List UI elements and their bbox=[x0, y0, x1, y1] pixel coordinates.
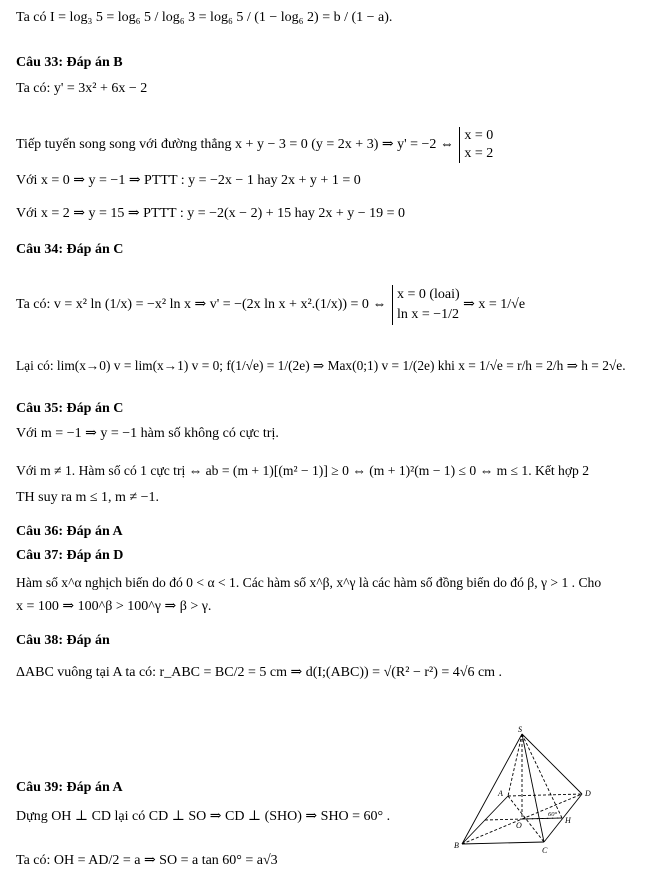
edge-SD bbox=[522, 734, 582, 794]
label-C: C bbox=[542, 846, 548, 855]
line-35-2: Với m ≠ 1. Hàm số có 1 cực trị ⇔ ab = (m + 1)[(m² − 1)] ≥ 0 ⇔ (m + 1)²(m − 1) ≤ 0 ⇔ m ≤ 1. Kết hợp 2 bbox=[16, 463, 590, 478]
line-37-2: x = 100 ⇒ 100^β > 100^γ ⇒ β > γ. bbox=[16, 599, 212, 614]
line-37-1: Hàm số x^α nghịch biến do đó 0 < α < 1. Các hàm số x^β, x^γ là các hàm số đồng biến do đó β, γ > 1 . Cho bbox=[16, 575, 602, 590]
system-bracket bbox=[392, 285, 460, 325]
system-line: x = 0 (loai) bbox=[396, 287, 460, 302]
edge-AD bbox=[508, 794, 582, 796]
system-bracket bbox=[459, 127, 493, 163]
heading-cau-37: Câu 37: Đáp án D bbox=[16, 548, 124, 563]
line-33-1: Ta có: y' = 3x² + 6x − 2 bbox=[16, 81, 148, 96]
line-35-3: TH suy ra m ≤ 1, m ≠ −1. bbox=[16, 490, 160, 505]
line-35-1: Với m = −1 ⇒ y = −1 hàm số không có cực trị. bbox=[16, 426, 279, 441]
line-39-2: Ta có: OH = AD/2 = a ⇒ SO = a tan 60° = a√3 bbox=[16, 853, 278, 868]
heading-cau-33: Câu 33: Đáp án B bbox=[16, 55, 123, 70]
line-33-4: Với x = 2 ⇒ y = 15 ⇒ PTTT : y = −2(x − 2) + 15 hay 2x + y − 19 = 0 bbox=[16, 206, 406, 221]
heading-cau-39: Câu 39: Đáp án A bbox=[16, 780, 123, 795]
heading-cau-36: Câu 36: Đáp án A bbox=[16, 524, 123, 539]
text: Ta có: v = x² ln (1/x) = −x² ln x ⇒ v' = −(2x ln x + x².(1/x)) = 0 ⇔ bbox=[16, 297, 387, 313]
edge-SC bbox=[522, 734, 544, 842]
label-S: S bbox=[518, 725, 522, 734]
label-H: H bbox=[565, 816, 571, 825]
seg-SH bbox=[522, 734, 562, 818]
line-intro: Ta có I = log₃ 5 = log₆ 5 / log₆ 3 = log₆ 5 / (1 − log₆ 2) = b / (1 − a). bbox=[16, 10, 393, 25]
line-39-1: Dựng OH ⊥ CD lại có CD ⊥ SO ⇒ CD ⊥ (SHO) ⇒ SHO = 60° . bbox=[16, 809, 391, 824]
edge-SB bbox=[462, 734, 522, 844]
line-34-1 bbox=[16, 285, 640, 325]
system-line: x = 0 bbox=[464, 128, 494, 143]
system-line: x = 2 bbox=[464, 146, 494, 161]
heading-cau-34: Câu 34: Đáp án C bbox=[16, 242, 124, 257]
text: Tiếp tuyến song song với đường thẳng x + y − 3 = 0 (y = 2x + 3) ⇒ y' = −2 ⇔ bbox=[16, 137, 454, 153]
line-38-1: ΔABC vuông tại A ta có: r_ABC = BC/2 = 5 cm ⇒ d(I;(ABC)) = √(R² − r²) = 4√6 cm . bbox=[16, 665, 503, 680]
label-B: B bbox=[454, 841, 459, 850]
label-A: A bbox=[498, 789, 503, 798]
label-O: O bbox=[516, 821, 522, 830]
text: ⇒ x = 1/√e bbox=[463, 297, 526, 313]
edge-BC bbox=[462, 842, 544, 844]
heading-cau-38: Câu 38: Đáp án bbox=[16, 633, 110, 648]
system-line: ln x = −1/2 bbox=[396, 307, 460, 322]
label-angle: 60° bbox=[548, 811, 558, 818]
line-33-2 bbox=[16, 127, 640, 163]
pyramid-figure bbox=[450, 724, 610, 874]
label-D: D bbox=[585, 789, 591, 798]
heading-cau-35: Câu 35: Đáp án C bbox=[16, 401, 124, 416]
line-34-2: Lại có: lim(x→0) v = lim(x→1) v = 0; f(1/√e) = 1/(2e) ⇒ Max(0;1) v = 1/(2e) khi x = 1/√e = r/h = 2/h ⇒ h = 2√e. bbox=[16, 358, 626, 373]
line-33-3: Với x = 0 ⇒ y = −1 ⇒ PTTT : y = −2x − 1 hay 2x + y + 1 = 0 bbox=[16, 173, 361, 188]
edge-SA bbox=[508, 734, 522, 796]
